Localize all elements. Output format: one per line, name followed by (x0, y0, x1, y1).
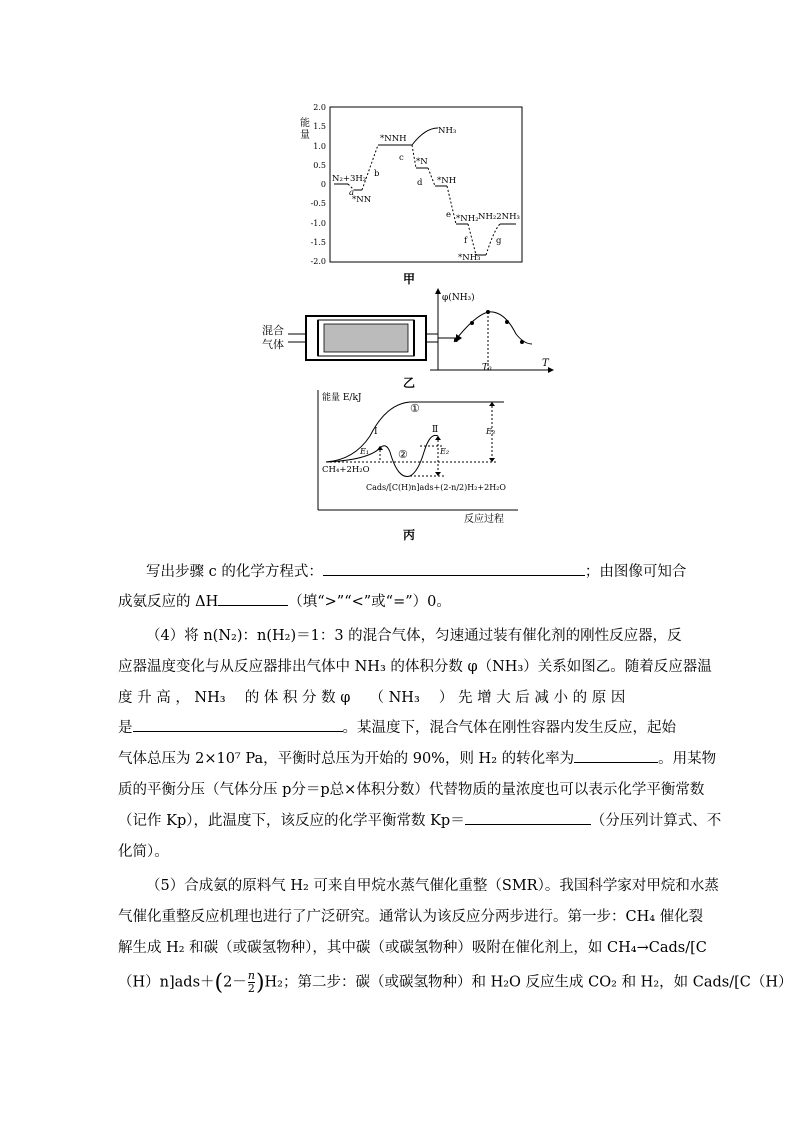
step-a: a (349, 188, 355, 198)
ytick: -2.0 (310, 257, 326, 266)
label-c2: ② (398, 448, 408, 461)
energy-path (334, 128, 516, 255)
figure-jia (290, 98, 540, 290)
text-line-3: （4）将 n(N₂)：n(H₂)＝1：3 的混合气体，匀速通过装有催化剂的刚性反应器，反 (146, 628, 682, 644)
label-mid: Cads/[C(H)n]ads+(2-n/2)H₂+2H₂O (366, 483, 506, 492)
label-e2: E₂ (440, 447, 450, 456)
reactor (306, 316, 426, 360)
phi-label: φ(NH₃) (442, 293, 475, 303)
text-line-7: 气体总压为 2×10⁷ Pa，平衡时总压为开始的 90%，则 H₂ 的转化率为 。用某物 (118, 747, 716, 768)
figure-bing (314, 388, 524, 528)
label-c1: ① (410, 402, 420, 415)
data-points (454, 310, 524, 344)
label-n: *N (416, 157, 428, 167)
ytick: 1.0 (313, 142, 326, 151)
label-r1: Ⅰ (374, 427, 378, 437)
plot-frame (330, 107, 522, 262)
text-line-4: 应器温度变化与从反应器排出气体中 NH₃ 的体积分数 φ（NH₃）关系如图乙。随着反应器温 (118, 659, 712, 675)
ytick: -0.5 (310, 199, 326, 208)
step-b: b (374, 169, 380, 179)
ytick: -1.5 (310, 238, 326, 247)
energy-axis-label: 能量 E/kJ (322, 393, 362, 403)
ylabel-1: 能 (300, 118, 310, 129)
y-ticks (311, 103, 326, 266)
ytick: 0.5 (313, 161, 326, 170)
label-e1: E₁ (360, 447, 370, 456)
step-g: g (496, 236, 502, 246)
text-line-6: 是 。某温度下，混合气体在刚性容器内发生反应，起始 (118, 716, 676, 737)
caption-bing: 丙 (403, 528, 416, 542)
text-line-10: 化简）。 (118, 844, 169, 860)
step-c: c (399, 153, 404, 163)
text-line-14: （H）n]ads＋(2－ $\frac{n}{2}$ )H₂；第二步：碳（或碳氢物种）和 H₂O 反应生成 CO₂ 和 H₂，如 Cads/[C（H） (118, 969, 793, 996)
text-line-2: 成氨反应的 ΔH （填“>”“<”或“=”）0。 (118, 590, 451, 611)
label-nh3-gas: NH₃ (438, 126, 457, 136)
caption-jia: 甲 (403, 272, 416, 286)
gas-label-2: 气体 (262, 338, 284, 351)
ytick: -1.0 (310, 219, 326, 228)
text-line-9: （记作 Kp），此温度下，该反应的化学平衡常数 Kp＝ （分压列计算式、不 (118, 809, 721, 830)
label-e3: E₃ (486, 427, 496, 436)
label-nh3-ads: *NH₃ (458, 253, 481, 263)
label-r2: Ⅱ (432, 425, 439, 435)
text-line-13: 解生成 H₂ 和碳（或碳氢物种），其中碳（或碳氢物种）吸附在催化剂上，如 CH₄→Cads/[C (118, 940, 707, 956)
step-d: d (417, 178, 423, 188)
label-nh2: *NH₂ (456, 214, 479, 224)
caption-yi: 乙 (403, 376, 416, 390)
label-nh: *NH (437, 176, 457, 186)
text-line-5: 度 升 高 ， NH₃ 的 体 积 分 数 φ （ NH₃ ） 先 增 大 后 减 小 的 原 因 (118, 690, 626, 706)
answer-blank-dh[interactable] (218, 591, 288, 606)
ytick: 1.5 (313, 122, 326, 131)
label-nnh: *NNH (380, 134, 407, 144)
label-n2h2: N₂+3H₂ (332, 174, 367, 184)
t0-label: T₀ (482, 363, 492, 373)
text-line-1: 写出步骤 c 的化学方程式： ；由图像可知合 (146, 560, 686, 581)
ytick: 2.0 (313, 103, 326, 112)
phi-curve (454, 312, 532, 344)
text-line-8: 质的平衡分压（气体分压 p分＝p总×体积分数）代替物质的量浓度也可以表示化学平衡常数 (118, 782, 705, 798)
step-f: f (464, 236, 468, 246)
process-axis-label: 反应过程 (464, 514, 504, 525)
label-nn: *NN (352, 195, 372, 205)
ytick: 0 (320, 180, 326, 189)
answer-blank-conversion[interactable] (574, 748, 658, 763)
text-line-12: 气催化重整反应机理也进行了广泛研究。通常认为该反应分两步进行。第一步：CH₄ 催化裂 (118, 909, 704, 925)
path-labels (332, 126, 520, 263)
answer-blank-kp[interactable] (465, 810, 591, 825)
t-label: T (542, 358, 549, 369)
answer-blank-reason[interactable] (133, 717, 343, 732)
text-line-11: （5）合成氨的原料气 H₂ 可来自甲烷水蒸气催化重整（SMR）。我国科学家对甲烷和水蒸 (146, 878, 719, 894)
label-nh2-2nh3: NH₂2NH₃ (478, 212, 520, 222)
step-e: e (446, 210, 452, 220)
figure-yi (262, 286, 562, 376)
gas-label-1: 混合 (262, 324, 284, 337)
ylabel-2: 量 (300, 130, 310, 141)
answer-blank-equation[interactable] (323, 561, 585, 576)
label-start: CH₄+2H₂O (322, 465, 370, 475)
